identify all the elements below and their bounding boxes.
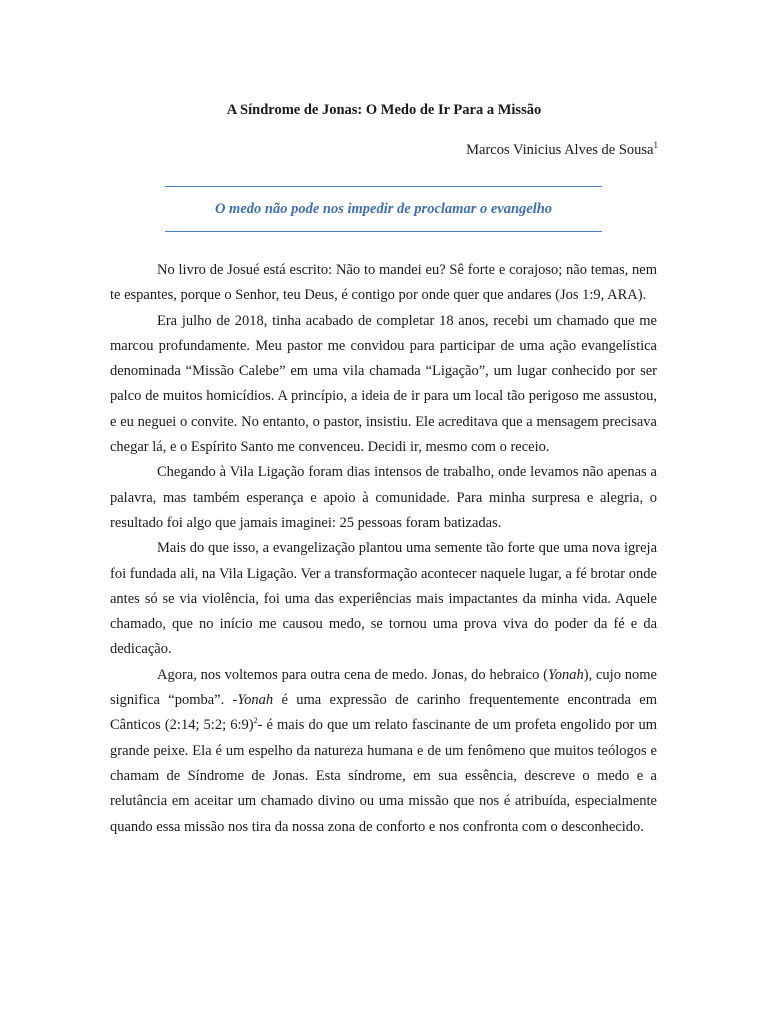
author-name: Marcos Vinicius Alves de Sousa [466,142,654,158]
paragraph-5-part-1: Agora, nos voltemos para outra cena de medo. Jonas, do hebraico ( [157,666,548,683]
author-footnote-mark[interactable]: 1 [653,140,658,151]
yonah-term-2: Yonah [237,692,274,709]
paragraph-4: Mais do que isso, a evangelização plantou uma semente tão forte que uma nova igreja foi fundada ali, na Vila Ligação. Ver a transformação acontecer naquele lugar, a fé brotar onde antes só se via violência, foi uma das experiências mais impactantes da minha vida. Aquele chamado, que no início me causou medo, se tornou uma prova viva do poder da fé e da dedicação. [110,540,657,658]
paragraph-5 [110,663,657,840]
epigraph-box [165,186,602,232]
paragraph-5-footnote-mark[interactable]: 2 [253,716,258,726]
paragraph-3: Chegando à Vila Ligação foram dias intensos de trabalho, onde levamos não apenas a palavra, mas também esperança e apoio à comunidade. Para minha surpresa e alegria, o resultado foi algo que jamais imaginei: 25 pessoas foram batizadas. [110,464,657,531]
epigraph: O medo não pode nos impedir de proclamar o evangelho [214,201,553,217]
paragraph-5-part-2: ), cujo nome significa “pomba”. - [110,666,657,709]
author-line [466,140,658,160]
yonah-term-1: Yonah [548,666,584,683]
body-text [110,258,657,840]
paragraph-1: No livro de Josué está escrito: Não to mandei eu? Sê forte e corajoso; não temas, nem te espantes, porque o Senhor, teu Deus, é contigo por onde quer que andares (Jos 1:9, ARA). [110,262,657,304]
paragraph-5-part-3: é uma expressão de carinho frequentemente encontrada em Cânticos (2:14; 5:2; 6:9) [110,692,657,734]
paragraph-2: Era julho de 2018, tinha acabado de completar 18 anos, recebi um chamado que me marcou profundamente. Meu pastor me convidou para participar de uma ação evangelística denominada “Missão Calebe” em uma vila chamada “Ligação”, um lugar conhecido por ser palco de muitos homicídios. A princípio, a ideia de ir para um local tão perigoso me assustou, e eu neguei o convite. No entanto, o pastor, insistiu. Ele acreditava que a mensagem precisava chegar lá, e o Espírito Santo me convenceu. Decidi ir, mesmo com o receio. [110,312,657,456]
document-title: A Síndrome de Jonas: O Medo de Ir Para a Missão [226,102,542,118]
paragraph-5-part-4: - é mais do que um relato fascinante de um profeta engolido por um grande peixe. Ela é um espelho da natureza humana e de um fenômeno que muitos teólogos e chamam de Síndrome de Jonas. Esta síndrome, em sua essência, descreve o medo e a relutância em aceitar um chamado divino ou uma missão que nos é atribuída, especialmente quando essa missão nos tira da nossa zona de conforto e nos confronta com o desconhecido. [110,717,657,835]
